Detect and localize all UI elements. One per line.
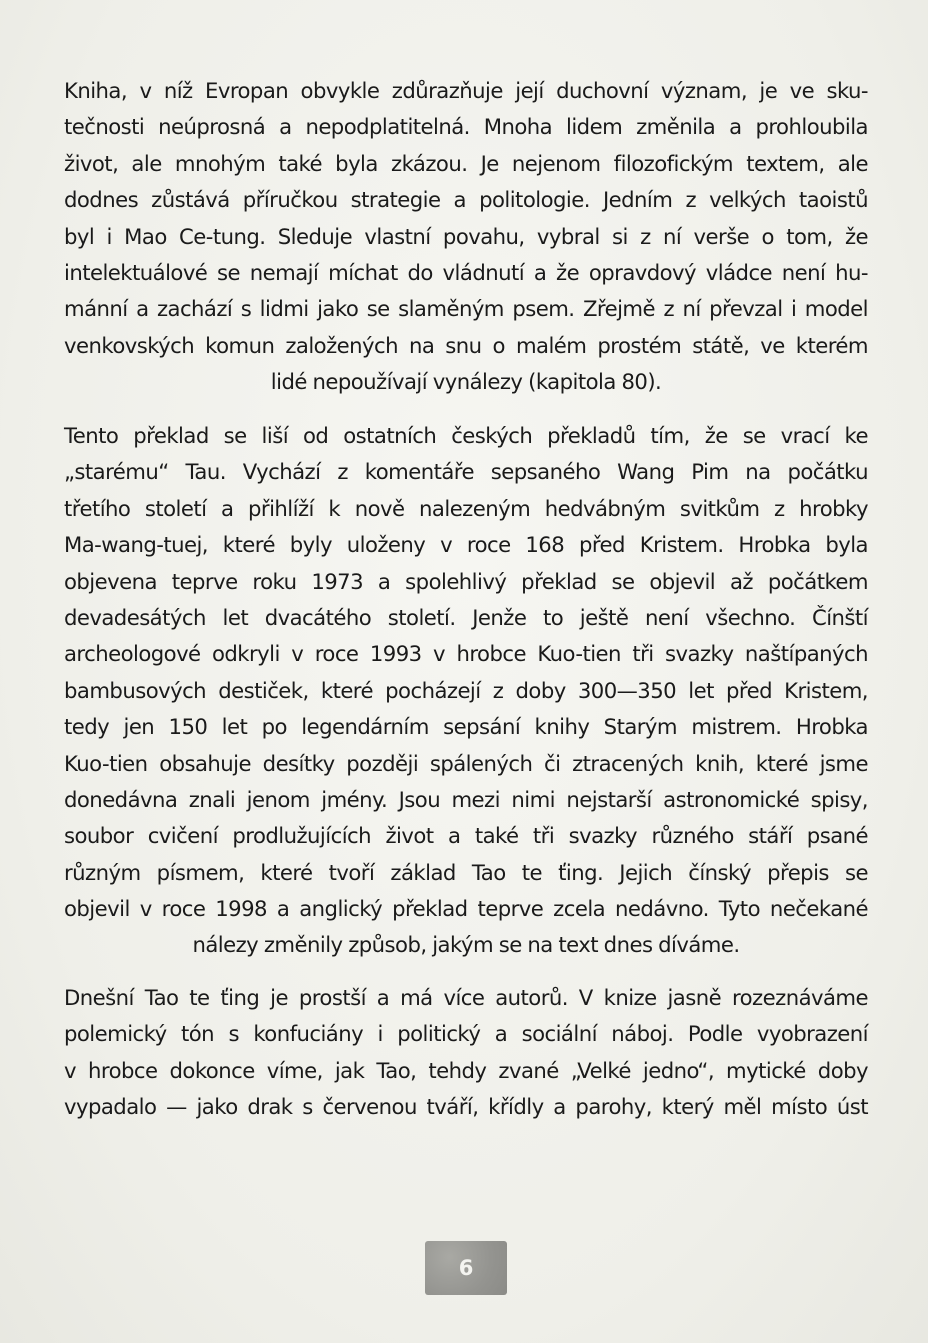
text-line: Dnešní Tao te ťing je prostší a má více autorů. V knize jasně rozeznáváme — [64, 985, 868, 1010]
text-line: Tento překlad se liší od ostatních českých překladů tím, že se vrací ke — [64, 423, 868, 448]
text-line: donedávna znali jenom jmény. Jsou mezi nimi nejstarší astronomické spisy, — [64, 786, 868, 812]
text-line: archeologové odkryli v roce 1993 v hrobce Kuo-tien tři svazky naštípaných — [64, 641, 868, 667]
text-line: různým písmem, které tvoří základ Tao te ťing. Jejich čínský přepis se — [64, 859, 868, 885]
text-line: objevil v roce 1998 a anglický překlad teprve zcela nedávno. Tyto nečekané — [64, 896, 868, 922]
text-line: objevena teprve roku 1973 a spolehlivý překlad se objevil až počátkem — [64, 568, 868, 594]
text-line: Ma-wang-tuej, které byly uloženy v roce 168 před Kristem. Hrobka byla — [64, 532, 868, 558]
text-line: intelektuálové se nemají míchat do vládnutí a že opravdový vládce není hu- — [64, 259, 868, 285]
text-line: polemický tón s konfuciány i politický a sociální náboj. Podle vyobrazení — [64, 1021, 868, 1047]
text-line: Kniha, v níž Evropan obvykle zdůrazňuje její duchovní význam, je ve sku- — [64, 78, 868, 103]
text-line: byl i Mao Ce-tung. Sleduje vlastní povahu, vybral si z ní verše o tom, že — [64, 223, 868, 249]
text-line: Kuo-tien obsahuje desítky později spálených či ztracených knih, které jsme — [64, 750, 868, 776]
page-number-badge — [425, 1241, 507, 1295]
text-line: vypadalo — jako drak s červenou tváří, křídly a parohy, který měl místo úst — [64, 1094, 868, 1120]
text-line: třetího století a přihlíží k nově nalezeným hedvábným svitkům z hrobky — [64, 495, 868, 521]
paragraph-2 — [64, 418, 868, 964]
text-line: život, ale mnohým také byla zkázou. Je nejenom filozofickým textem, ale — [64, 150, 868, 176]
text-line: tedy jen 150 let po legendárním sepsání knihy Starým mistrem. Hrobka — [64, 714, 868, 740]
text-line: „starému“ Tau. Vychází z komentáře sepsaného Wang Pim na počátku — [64, 459, 868, 485]
text-line: soubor cvičení prodlužujících život a také tři svazky různého stáří psané — [64, 823, 868, 849]
text-line: mánní a zachází s lidmi jako se slaměným psem. Zřejmě z ní převzal i model — [64, 296, 868, 322]
text-line: v hrobce dokonce víme, jak Tao, tehdy zvané „Velké jedno“, mytické doby — [64, 1057, 868, 1083]
text-line: lidé nepoužívají vynálezy (kapitola 80). — [270, 369, 662, 395]
text-line: venkovských komun založených na snu o malém prostém státě, ve kterém — [64, 332, 868, 358]
paragraph-1 — [64, 73, 868, 401]
text-line: dodnes zůstává příručkou strategie a politologie. Jedním z velkých taoistů — [64, 187, 868, 213]
text-line: devadesátých let dvacátého století. Jenže to ještě není všechno. Čínští — [64, 604, 868, 630]
page-number: 6 — [458, 1256, 474, 1280]
paragraph-3 — [64, 980, 868, 1126]
text-line: bambusových destiček, které pocházejí z doby 300—350 let před Kristem, — [64, 677, 868, 703]
text-line: tečnosti neúprosná a nepodplatitelná. Mnoha lidem změnila a prohloubila — [64, 114, 868, 140]
text-line: nálezy změnily způsob, jakým se na text dnes díváme. — [192, 932, 740, 958]
